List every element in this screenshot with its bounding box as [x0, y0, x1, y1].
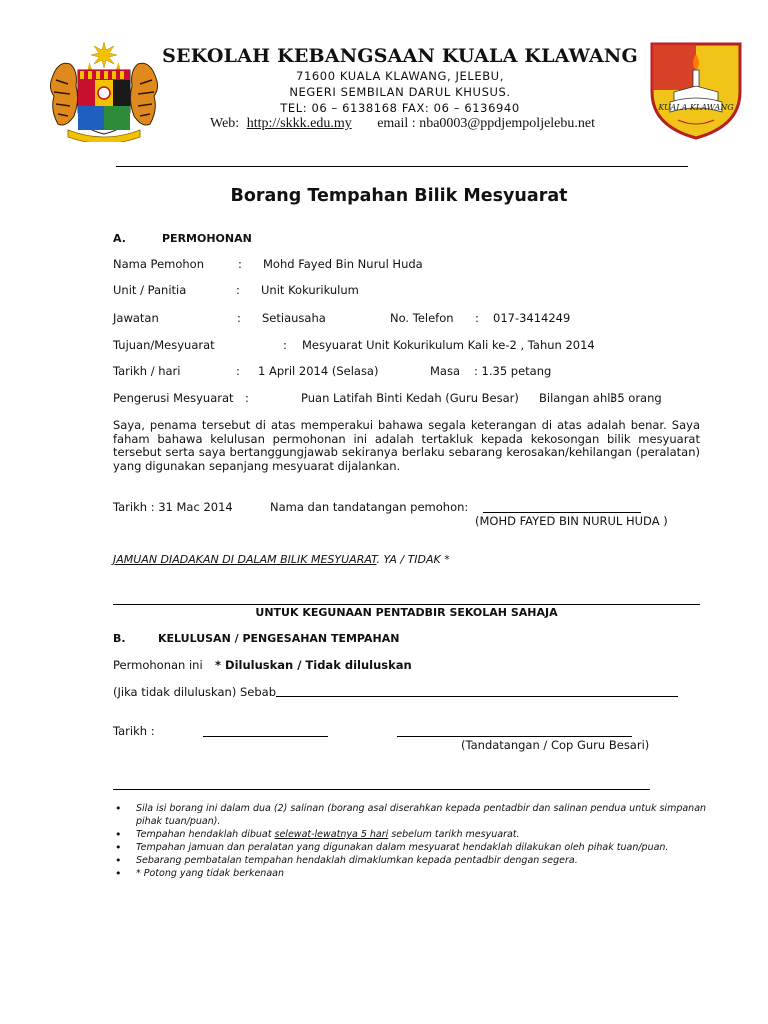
admin-heading: UNTUK KEGUNAAN PENTADBIR SEKOLAH SAHAJA: [255, 606, 558, 619]
applicant-signature-line[interactable]: [483, 512, 641, 513]
jamuan-options: . YA / TIDAK *: [376, 553, 450, 566]
colon: :: [283, 338, 287, 352]
colon: :: [237, 311, 241, 325]
bilangan-ahli-value: 35 orang: [610, 391, 662, 405]
address-line-2: NEGERI SEMBILAN DARUL KHUSUS.: [289, 85, 511, 99]
tujuan-label: Tujuan/Mesyuarat: [113, 338, 215, 352]
note-item: • * Potong yang tidak berkenaan: [113, 867, 713, 880]
nama-pemohon-value: Mohd Fayed Bin Nurul Huda: [263, 257, 423, 271]
approval-options[interactable]: * Diluluskan / Tidak diluluskan: [215, 658, 412, 672]
pengerusi-label: Pengerusi Mesyuarat: [113, 391, 234, 405]
masa-value: : 1.35 petang: [474, 364, 552, 378]
signature-caption: (Tandatangan / Cop Guru Besari): [461, 738, 650, 752]
jamuan-text: JAMUAN DIADAKAN DI DALAM BILIK MESYUARAT: [113, 553, 377, 566]
jamuan-line: [113, 553, 450, 566]
colon: :: [475, 311, 479, 325]
section-b-heading: KELULUSAN / PENGESAHAN TEMPAHAN: [158, 632, 400, 645]
sign-label: Nama dan tandatangan pemohon:: [270, 500, 469, 514]
bilangan-ahli-label: Bilangan ahli :: [539, 391, 622, 405]
section-a-heading: PERMOHONAN: [162, 232, 252, 245]
unit-panitia-value: Unit Kokurikulum: [261, 283, 359, 297]
coat-of-arms-logo: [48, 40, 160, 142]
section-a-letter: A.: [113, 232, 126, 245]
no-telefon-value: 017-3414249: [493, 311, 571, 325]
colon: :: [236, 364, 240, 378]
nama-pemohon-label: Nama Pemohon: [113, 257, 205, 271]
web-label: Web:: [210, 116, 240, 131]
note-emphasis: selewat-lewatnya 5 hari: [274, 829, 389, 840]
approval-date-line[interactable]: [203, 736, 328, 737]
headmaster-signature-line[interactable]: [397, 736, 632, 737]
school-crest-logo: [648, 40, 744, 140]
phone-fax-line: TEL: 06 – 6138168 FAX: 06 – 6136940: [280, 101, 520, 115]
sebab-label: (Jika tidak diluluskan) Sebab: [113, 685, 277, 699]
sebab-line[interactable]: [276, 696, 678, 697]
section-b-letter: B.: [113, 632, 126, 645]
web-email-line: [210, 116, 595, 132]
jawatan-label: Jawatan: [113, 311, 159, 325]
colon: :: [238, 257, 242, 271]
sign-date: Tarikh : 31 Mac 2014: [113, 500, 233, 514]
pengerusi-value: Puan Latifah Binti Kedah (Guru Besar): [301, 391, 519, 405]
masa-label: Masa: [430, 364, 461, 378]
colon: :: [245, 391, 249, 405]
email-label: email :: [377, 116, 416, 131]
tarikh-hari-value: 1 April 2014 (Selasa): [258, 364, 379, 378]
crest-text: KUALA KLAWANG: [658, 103, 734, 112]
note-item: • Tempahan jamuan dan peralatan yang digunakan dalam mesyuarat hendaklah dilakukan oleh pihak tuan/puan.: [113, 841, 713, 854]
declaration-paragraph: Saya, penama tersebut di atas memperakui bahawa segala keterangan di atas adalah benar. Saya faham bahawa kelulusan permohonan ini adalah tertakluk kepada kekosongan bilik mesyuarat tersebut serta saya bertanggungjawab sekiranya berlaku sebarang kerosakan/kehilangan (peralatan) yang digunakan sepanjang mesyuarat dijalankan.: [113, 418, 700, 473]
note-item: • Sila isi borang ini dalam dua (2) salinan (borang asal diserahkan kepada pentadbir dan salinan pendua untuk simpanan pihak tuan/puan).: [113, 802, 713, 828]
approval-date-label: Tarikh :: [113, 724, 155, 738]
tarikh-hari-label: Tarikh / hari: [113, 364, 181, 378]
notes-divider: [113, 789, 650, 790]
web-link[interactable]: http://skkk.edu.my: [246, 116, 352, 131]
note-text: sebelum tarikh mesyuarat.: [391, 829, 520, 840]
colon: :: [236, 283, 240, 297]
applicant-name: (MOHD FAYED BIN NURUL HUDA ): [475, 514, 668, 528]
no-telefon-label: No. Telefon: [390, 311, 454, 325]
header-divider: [116, 166, 688, 167]
admin-divider: [113, 604, 700, 605]
tujuan-value: Mesyuarat Unit Kokurikulum Kali ke-2 , Tahun 2014: [302, 338, 595, 352]
address-line-1: 71600 KUALA KLAWANG, JELEBU,: [296, 69, 504, 83]
note-item: • Sebarang pembatalan tempahan hendaklah dimaklumkan kepada pentadbir dengan segera.: [113, 854, 713, 867]
unit-panitia-label: Unit / Panitia: [113, 283, 187, 297]
notes-list: [113, 802, 713, 880]
form-title: Borang Tempahan Bilik Mesyuarat: [230, 186, 568, 206]
note-text: Tempahan hendaklah dibuat: [136, 829, 272, 840]
permohonan-ini-label: Permohonan ini: [113, 658, 203, 672]
school-name: SEKOLAH KEBANGSAAN KUALA KLAWANG: [162, 45, 638, 67]
jawatan-value: Setiausaha: [262, 311, 326, 325]
email-address[interactable]: nba0003@ppdjempoljelebu.net: [419, 116, 596, 131]
note-item: [113, 828, 713, 841]
